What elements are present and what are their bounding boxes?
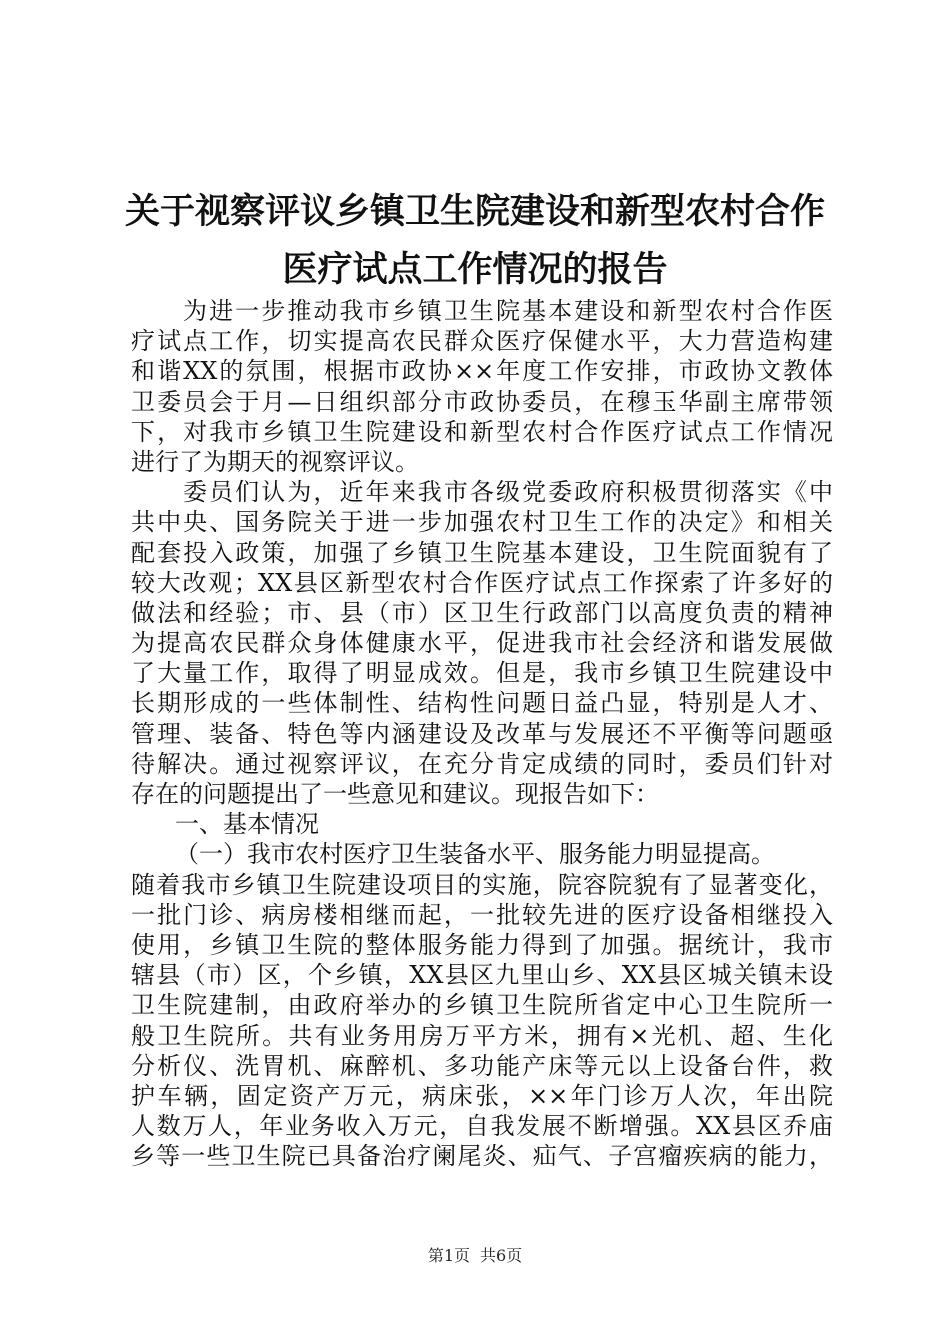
paragraph-line: 护车辆，固定资产万元，病床张，××年门诊万人次，年出院 xyxy=(131,1081,833,1110)
paragraph-line: 较大改观；XX县区新型农村合作医疗试点工作探索了许多好的 xyxy=(131,568,833,597)
paragraph-line: 使用，乡镇卫生院的整体服务能力得到了加强。据统计，我市 xyxy=(131,930,833,959)
page-footer xyxy=(0,1243,950,1266)
paragraph-line: 和谐XX的氛围，根据市政协××年度工作安排，市政协文教体 xyxy=(131,357,833,386)
document-title-line-2: 医疗试点工作情况的报告 xyxy=(282,250,668,290)
document-title-line-1: 关于视察评议乡镇卫生院建设和新型农村合作 xyxy=(124,192,825,232)
paragraph-line: 配套投入政策，加强了乡镇卫生院基本建设，卫生院面貌有了 xyxy=(131,538,833,567)
paragraph-line: 了大量工作，取得了明显成效。但是，我市乡镇卫生院建设中 xyxy=(131,659,833,688)
paragraph-line: 乡等一些卫生院已具备治疗阑尾炎、疝气、子宫瘤疾病的能力， xyxy=(131,1142,833,1171)
paragraph-line: 疗试点工作，切实提高农民群众医疗保健水平，大力营造构建 xyxy=(131,327,833,356)
paragraph-line: 为提高农民群众身体健康水平，促进我市社会经济和谐发展做 xyxy=(131,629,833,658)
paragraph-line: 管理、装备、特色等内涵建设及改革与发展还不平衡等问题亟 xyxy=(131,719,833,748)
paragraph-line: 待解决。通过视察评议，在充分肯定成绩的同时，委员们针对 xyxy=(131,749,833,778)
paragraph-line: 为进一步推动我市乡镇卫生院基本建设和新型农村合作医 xyxy=(183,297,833,325)
paragraph-line: 长期形成的一些体制性、结构性问题日益凸显，特别是人才、 xyxy=(131,689,833,718)
paragraph-line: 下，对我市乡镇卫生院建设和新型农村合作医疗试点工作情况 xyxy=(131,417,833,446)
paragraph-line: 做法和经验；市、县（市）区卫生行政部门以高度负责的精神 xyxy=(131,598,833,627)
paragraph-line: 共中央、国务院关于进一步加强农村卫生工作的决定》和相关 xyxy=(131,508,833,537)
document-body xyxy=(131,296,833,1171)
paragraph-line: 卫委员会于月—日组织部分市政协委员，在穆玉华副主席带领 xyxy=(131,387,833,416)
paragraph-line: 存在的问题提出了一些意见和建议。现报告如下： xyxy=(131,780,659,808)
page-number: 第1页 xyxy=(427,1246,470,1265)
paragraph-line: 辖县（市）区，个乡镇，XX县区九里山乡、XX县区城关镇未设 xyxy=(131,961,833,990)
paragraph-line: 分析仪、洗胃机、麻醉机、多功能产床等元以上设备台件，救 xyxy=(131,1051,833,1080)
paragraph-line: 般卫生院所。共有业务用房万平方米，拥有×光机、超、生化 xyxy=(131,1021,833,1050)
subsection-heading: （一）我市农村医疗卫生装备水平、服务能力明显提高。 xyxy=(175,840,775,869)
paragraph-line: 卫生院建制，由政府举办的乡镇卫生院所省定中心卫生院所一 xyxy=(131,991,833,1020)
paragraph-line: 委员们认为，近年来我市各级党委政府积极贯彻落实《中 xyxy=(183,478,833,507)
paragraph-line: 进行了为期天的视察评议。 xyxy=(131,447,419,476)
page-total: 共6页 xyxy=(480,1246,523,1265)
paragraph-line: 人数万人，年业务收入万元，自我发展不断增强。XX县区乔庙 xyxy=(131,1112,833,1141)
paragraph-line: 一批门诊、病房楼相继而起，一批较先进的医疗设备相继投入 xyxy=(131,900,833,929)
section-heading: 一、基本情况 xyxy=(175,810,319,839)
paragraph-line: 随着我市乡镇卫生院建设项目的实施，院容院貌有了显著变化， xyxy=(131,870,833,899)
